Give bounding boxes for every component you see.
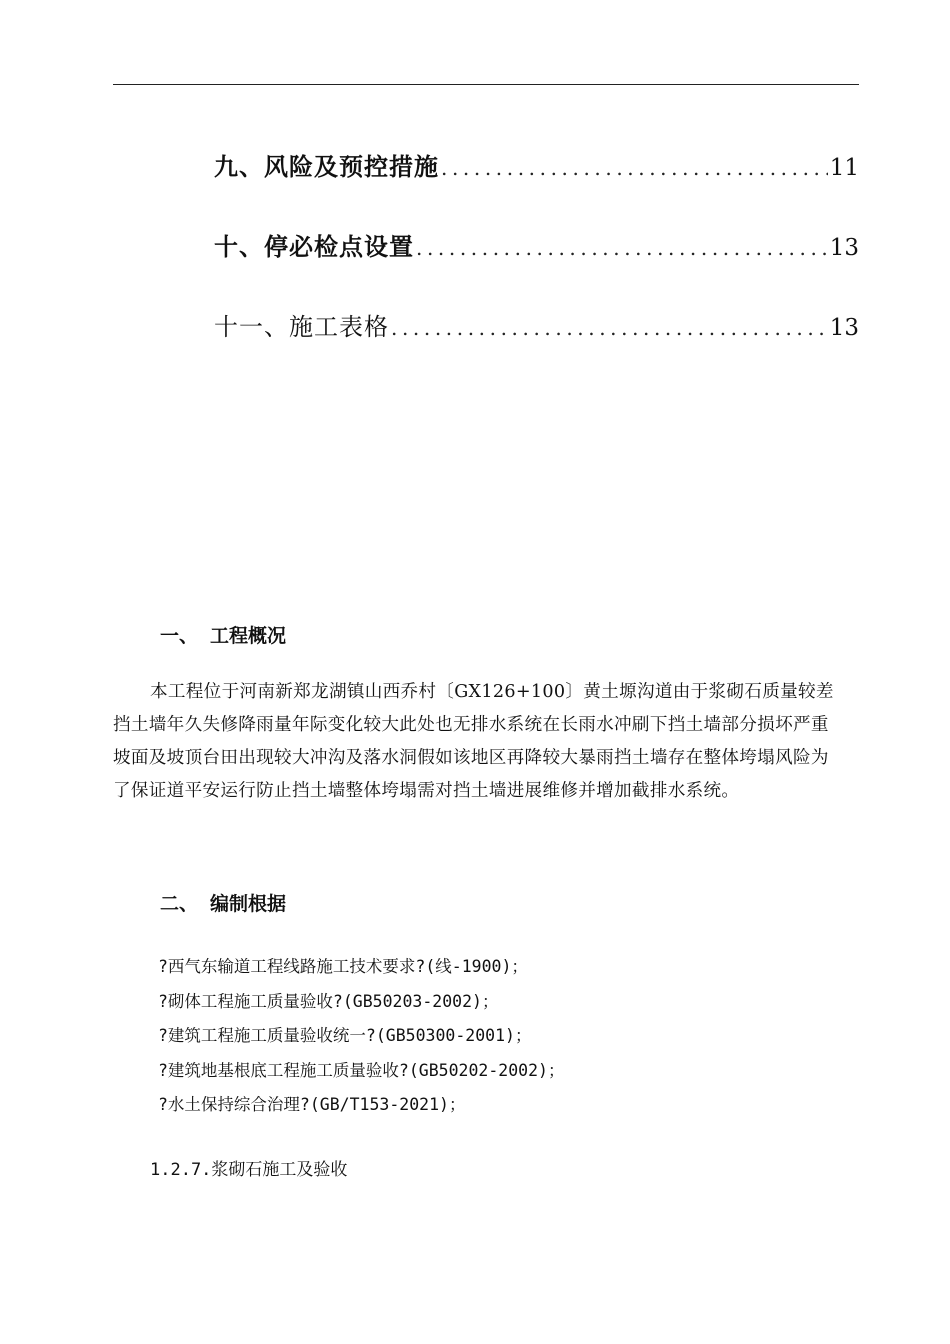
table-of-contents (214, 147, 859, 387)
toc-entry-page: 13 (829, 315, 859, 341)
reference-item: ?砌体工程施工质量验收?(GB50203-2002)； (158, 991, 499, 1011)
overview-paragraph: 本工程位于河南新郑龙湖镇山西乔村〔GX126+100〕黄土塬沟道由于浆砌石质量较差挡土墙年久失修降雨量年际变化较大此处也无排水系统在长雨水冲刷下挡土墙部分损坏严重坡面及坡顶台田出现较大冲沟及落水洞假如该地区再降较大暴雨挡土墙存在整体垮塌风险为了保证道平安运行防止挡土墙整体垮塌需对挡土墙进展维修并增加截排水系统。 (113, 682, 834, 801)
toc-entry-page: 13 (829, 235, 859, 261)
toc-entry-page: 11 (829, 155, 859, 181)
reference-list (158, 950, 564, 1123)
section-heading (160, 621, 286, 648)
toc-entry-title: 九、风险及预控措施 (214, 153, 439, 181)
section-number: 二、 (160, 893, 199, 915)
header-rule (113, 84, 859, 85)
toc-entry[interactable] (214, 227, 859, 267)
section-title: 编制根据 (210, 893, 287, 915)
section-heading (160, 889, 286, 916)
section-title: 工程概况 (210, 625, 287, 647)
toc-leader-dots (389, 316, 828, 340)
reference-item: ?建筑工程施工质量验收统一?(GB50300-2001)； (158, 1026, 532, 1045)
reference-item: ?建筑地基根底工程施工质量验收?(GB50202-2002)； (158, 1060, 565, 1080)
reference-item: ?水土保持综合治理?(GB/T153-2021)； (158, 1095, 466, 1114)
reference-item: ?西气东输道工程线路施工技术要求?(线-1900)； (158, 957, 528, 976)
toc-leader-dots (414, 236, 828, 260)
section-number: 一、 (160, 625, 199, 647)
toc-entry-title: 十、停必检点设置 (214, 233, 414, 261)
toc-leader-dots (439, 156, 828, 180)
toc-entry[interactable] (214, 307, 859, 347)
subsection-heading: 1.2.7.浆砌石施工及验收 (150, 1160, 348, 1180)
toc-entry-title: 十一、施工表格 (214, 313, 389, 341)
toc-entry[interactable] (214, 147, 859, 187)
